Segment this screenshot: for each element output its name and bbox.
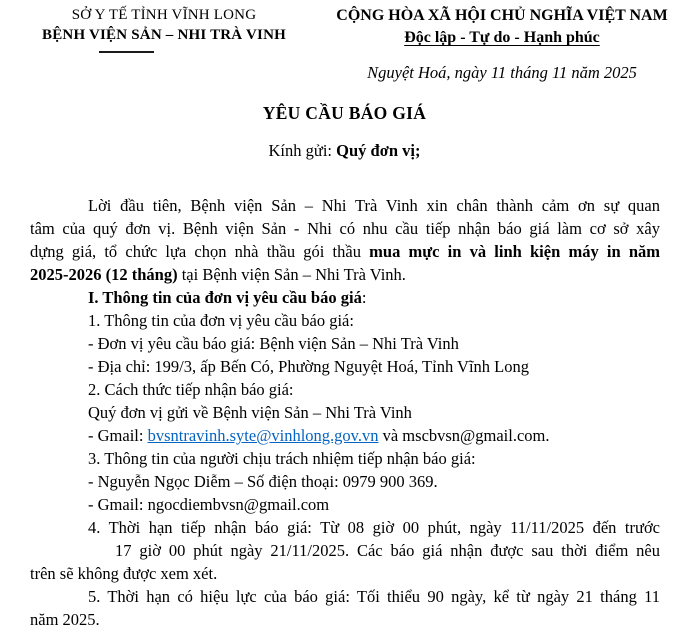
item-5-line2: năm 2025. [30, 610, 100, 629]
national-motto: Độc lập - Tự do - Hạnh phúc [404, 29, 600, 46]
section-1-heading [30, 286, 660, 309]
section-1-heading-colon: : [361, 288, 367, 307]
salutation-line [0, 141, 689, 161]
item-2-line: 2. Cách thức tiếp nhận báo giá: [88, 380, 294, 399]
package-name-part2: 2025-2026 (12 tháng) [30, 265, 178, 284]
item-5-line1: 5. Thời hạn có hiệu lực của báo giá: Tối thiểu 90 ngày, kể từ ngày 21 tháng 11 [88, 587, 660, 606]
place-date-line: Nguyệt Hoá, ngày 11 tháng 11 năm 2025 [367, 63, 637, 82]
gmail-prefix: - Gmail: [88, 426, 148, 445]
para1-line2: tâm của quý đơn vị. Bệnh viện Sản - Nhi có nhu cầu tiếp nhận báo giá làm cơ sở xây [30, 219, 660, 238]
item-4-line2: 17 giờ 00 phút ngày 21/11/2025. Các báo giá nhận được sau thời điểm nêu [115, 541, 660, 560]
para1-line4-text: tại Bệnh viện Sản – Nhi Trà Vinh. [177, 265, 406, 284]
superior-org-name: SỞ Y TẾ TỈNH VĨNH LONG [71, 7, 257, 23]
salutation-prefix: Kính gửi: [268, 141, 337, 160]
para1-line4 [30, 263, 660, 286]
contact-person-line: - Nguyễn Ngọc Diễm – Số điện thoại: 0979 900 369. [88, 472, 438, 491]
org-name: BỆNH VIỆN SẢN – NHI TRÀ VINH [42, 27, 286, 43]
gmail-suffix: và mscbvsn@gmail.com. [378, 426, 550, 445]
section-1-heading-text: I. Thông tin của đơn vị yêu cầu báo giá [88, 288, 362, 307]
item-3-line: 3. Thông tin của người chịu trách nhiệm tiếp nhận báo giá: [88, 449, 476, 468]
document-body [30, 194, 660, 631]
org-underline-rule [99, 51, 154, 53]
email-link[interactable]: bvsntravinh.syte@vinhlong.gov.vn [147, 426, 379, 445]
item-4-line3: trên sẽ không được xem xét. [30, 564, 218, 583]
letterhead-left [26, 5, 302, 45]
contact-gmail-line: - Gmail: ngocdiembvsn@gmail.com [88, 495, 330, 514]
letterhead-right [318, 5, 686, 48]
item-1-line: 1. Thông tin của đơn vị yêu cầu báo giá: [88, 311, 354, 330]
unit-line: - Đơn vị yêu cầu báo giá: Bệnh viện Sản – Nhi Trà Vinh [88, 334, 459, 353]
address-line: - Địa chỉ: 199/3, ấp Bến Có, Phường Nguyệt Hoá, Tỉnh Vĩnh Long [88, 357, 529, 376]
salutation-recipient: Quý đơn vị; [336, 141, 421, 160]
national-title: CỘNG HÒA XÃ HỘI CHỦ NGHĨA VIỆT NAM [336, 7, 668, 24]
package-name-part1: mua mực in và linh kiện máy in năm [369, 242, 660, 261]
para1-line1: Lời đầu tiên, Bệnh viện Sản – Nhi Trà Vinh xin chân thành cảm ơn sự quan [88, 196, 660, 215]
para1-line3 [30, 240, 660, 263]
item-4-line1: 4. Thời hạn tiếp nhận báo giá: Từ 08 giờ 00 phút, ngày 11/11/2025 đến trước [88, 518, 660, 537]
para1-line3-text: dựng giá, tổ chức lựa chọn nhà thầu gói thầu [30, 242, 370, 261]
gmail-line [30, 424, 660, 447]
send-to-line: Quý đơn vị gửi về Bệnh viện Sản – Nhi Trà Vinh [88, 403, 412, 422]
document-title: YÊU CẦU BÁO GIÁ [262, 103, 427, 123]
